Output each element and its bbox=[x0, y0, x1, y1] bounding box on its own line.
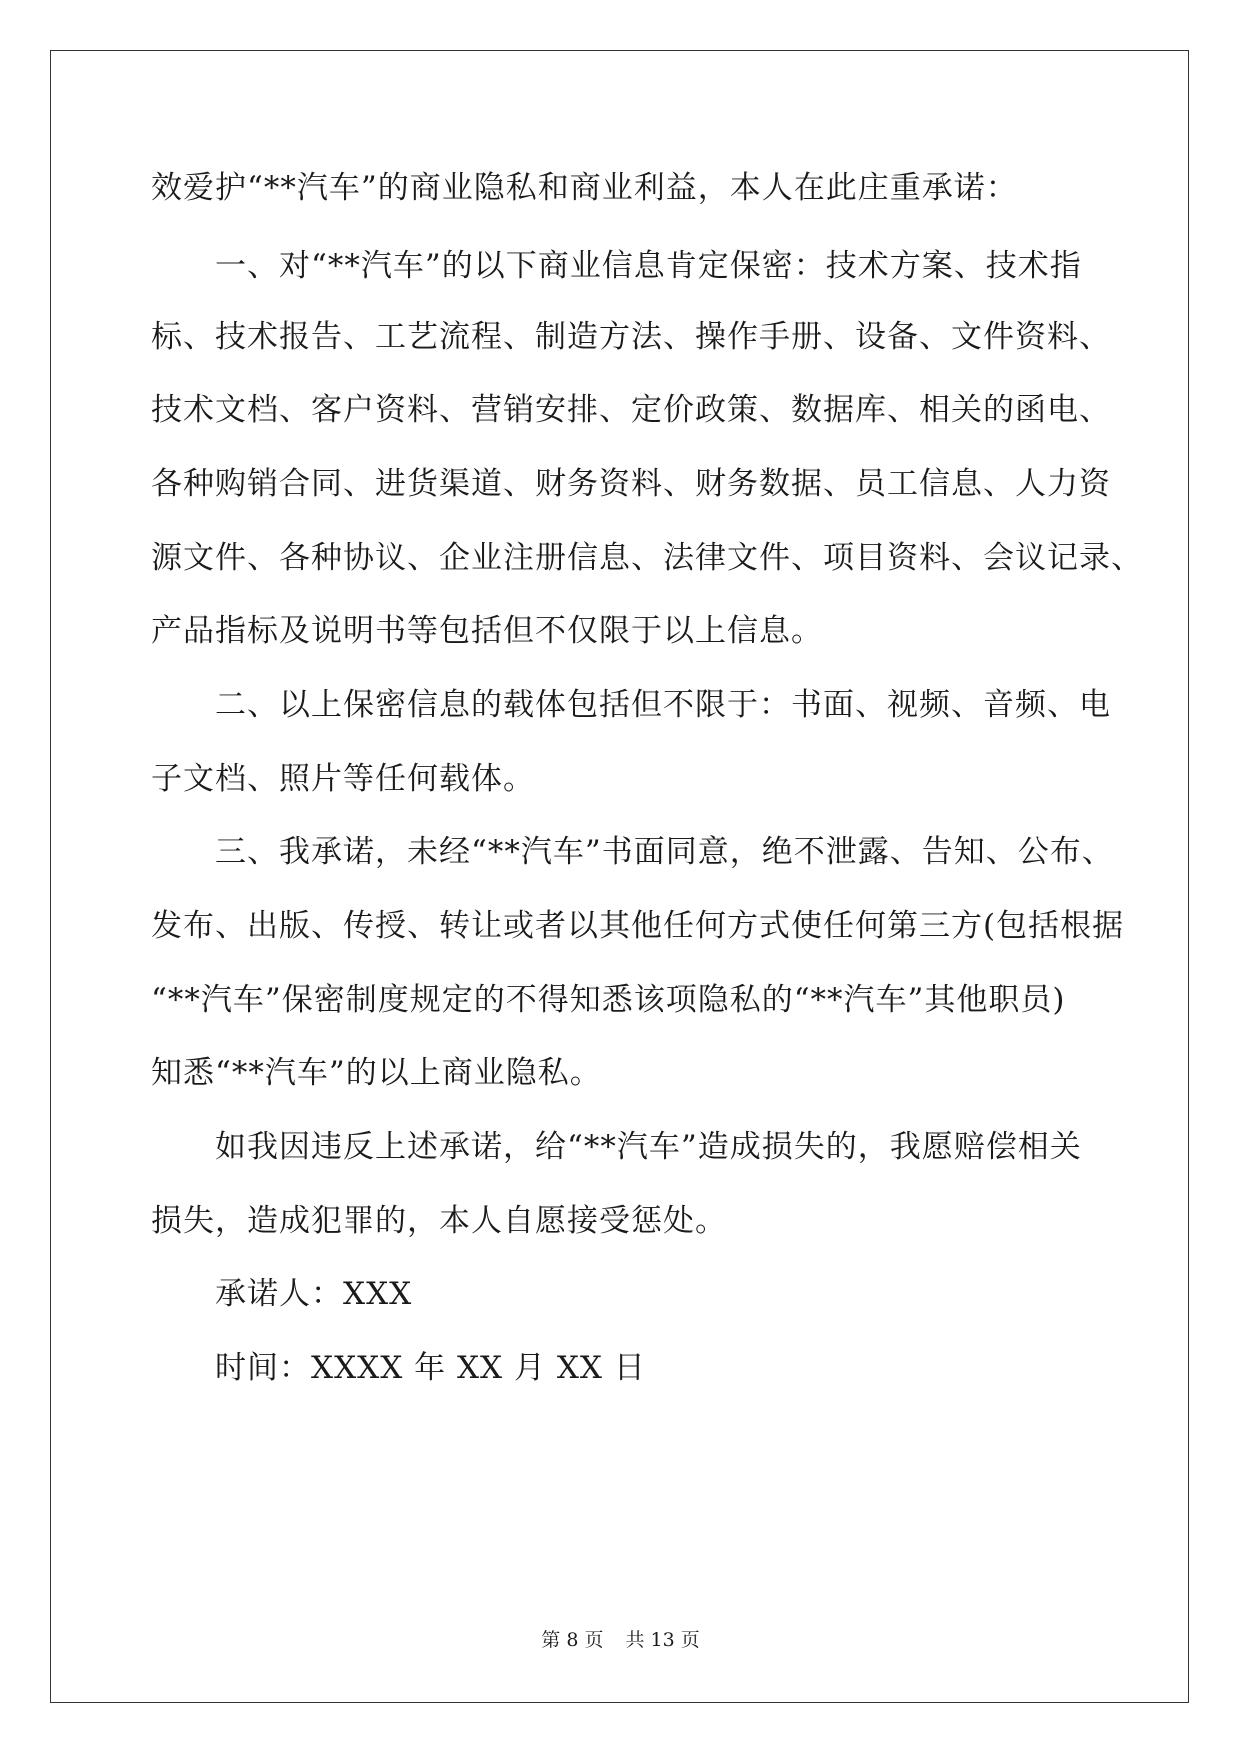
text-line: 发布、出版、传授、转让或者以其他任何方式使任何第三方(包括根据 bbox=[151, 908, 1125, 944]
text-line: 源文件、各种协议、企业注册信息、法律文件、项目资料、会议记录、 bbox=[151, 540, 1143, 576]
text-line: 子文档、照片等任何载体。 bbox=[151, 761, 535, 797]
text-line: 技术文档、客户资料、营销安排、定价政策、数据库、相关的函电、 bbox=[151, 392, 1111, 428]
text-line: 如我因违反上述承诺，给“**汽车”造成损失的，我愿赔偿相关 bbox=[215, 1129, 1082, 1165]
text-line: 效爱护“**汽车”的商业隐私和商业利益，本人在此庄重承诺： bbox=[151, 170, 1018, 206]
text-line: 知悉“**汽车”的以上商业隐私。 bbox=[151, 1055, 602, 1091]
text-line: 各种购销合同、进货渠道、财务资料、财务数据、员工信息、人力资 bbox=[151, 466, 1111, 502]
text-line: “**汽车”保密制度规定的不得知悉该项隐私的“**汽车”其他职员) bbox=[151, 982, 1066, 1018]
text-line: 三、我承诺，未经“**汽车”书面同意，绝不泄露、告知、公布、 bbox=[215, 834, 1114, 870]
text-line: 损失，造成犯罪的，本人自愿接受惩处。 bbox=[151, 1203, 727, 1239]
date-line: 时间：XXXX 年 XX 月 XX 日 bbox=[215, 1350, 646, 1386]
text-line: 标、技术报告、工艺流程、制造方法、操作手册、设备、文件资料、 bbox=[151, 319, 1111, 355]
promisor-line: 承诺人：XXX bbox=[215, 1276, 413, 1312]
page-border bbox=[50, 50, 1189, 1703]
page-total: 共 13 页 bbox=[625, 1629, 700, 1651]
page-footer bbox=[0, 1628, 1241, 1652]
text-line: 一、对“**汽车”的以下商业信息肯定保密：技术方案、技术指 bbox=[215, 248, 1082, 284]
text-line: 产品指标及说明书等包括但不仅限于以上信息。 bbox=[151, 613, 823, 649]
page-number: 第 8 页 bbox=[541, 1629, 604, 1651]
text-line: 二、以上保密信息的载体包括但不限于：书面、视频、音频、电 bbox=[215, 687, 1111, 723]
